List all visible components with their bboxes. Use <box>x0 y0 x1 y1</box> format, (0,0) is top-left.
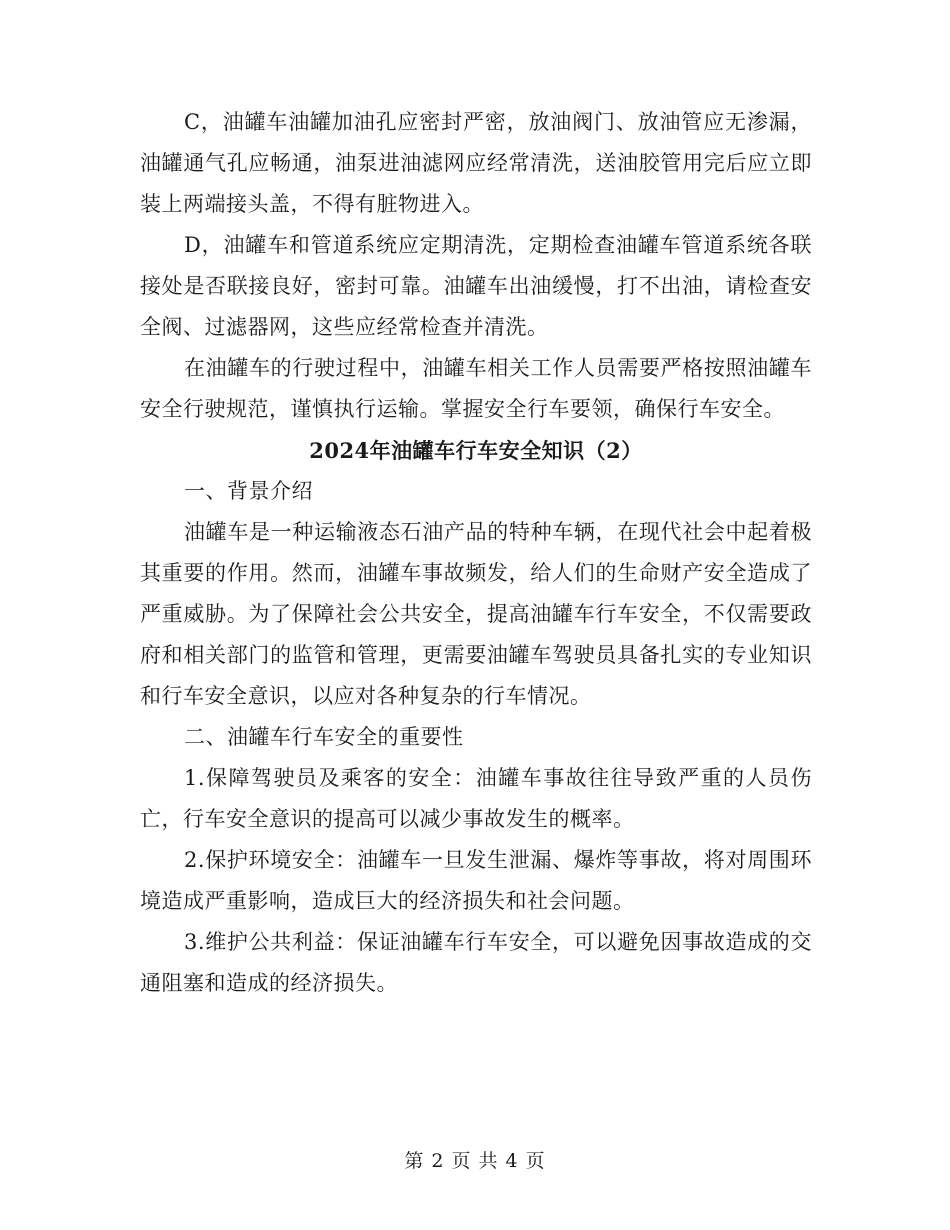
subheading-background: 一、背景介绍 <box>184 479 313 503</box>
document-body <box>140 102 812 1004</box>
paragraph-c: C，油罐车油罐加油孔应密封严密，放油阀门、放油管应无渗漏，油罐通气孔应畅通，油泵进油滤网应经常清洗，送油胶管用完后应立即装上两端接头盖，不得有脏物进入。 <box>140 110 812 216</box>
list-item-2: 2.保护环境安全：油罐车一旦发生泄漏、爆炸等事故，将对周围环境造成严重影响，造成巨大的经济损失和社会问题。 <box>140 848 812 913</box>
paragraph-d: D，油罐车和管道系统应定期清洗，定期检查油罐车管道系统各联接处是否联接良好，密封可靠。油罐车出油缓慢，打不出油，请检查安全阀、过滤器网，这些应经常检查并清洗。 <box>140 233 812 339</box>
subheading-importance: 二、油罐车行车安全的重要性 <box>184 725 464 749</box>
list-item-1: 1.保障驾驶员及乘客的安全：油罐车事故往往导致严重的人员伤亡，行车安全意识的提高可以减少事故发生的概率。 <box>140 766 812 831</box>
page-number: 第 2 页 共 4 页 <box>404 1150 546 1172</box>
list-item-3: 3.维护公共利益：保证油罐车行车安全，可以避免因事故造成的交通阻塞和造成的经济损失。 <box>140 930 812 995</box>
paragraph-driving-summary: 在油罐车的行驶过程中，油罐车相关工作人员需要严格按照油罐车安全行驶规范，谨慎执行运输。掌握安全行车要领，确保行车安全。 <box>140 356 812 421</box>
paragraph-background: 油罐车是一种运输液态石油产品的特种车辆，在现代社会中起着极其重要的作用。然而，油罐车事故频发，给人们的生命财产安全造成了严重威胁。为了保障社会公共安全，提高油罐车行车安全，不仅需要政府和相关部门的监管和管理，更需要油罐车驾驶员具备扎实的专业知识和行车安全意识，以应对各种复杂的行车情况。 <box>140 520 812 708</box>
section-title: 2024年油罐车行车安全知识（2） <box>309 438 643 463</box>
